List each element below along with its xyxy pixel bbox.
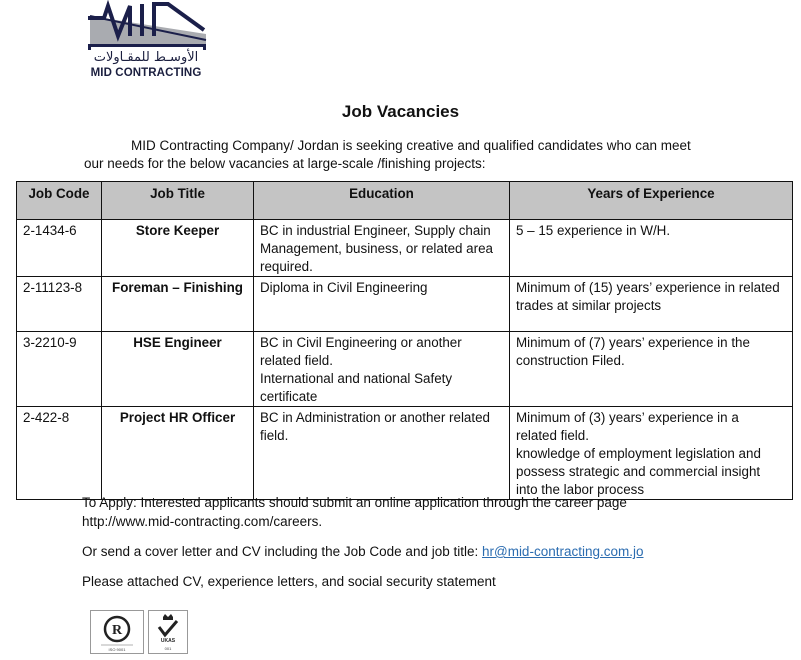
careers-url: http://www.mid-contracting.com/careers. bbox=[82, 514, 323, 529]
experience-line: related field. bbox=[516, 428, 589, 443]
column-header-experience: Years of Experience bbox=[510, 182, 793, 220]
svg-text:R: R bbox=[111, 623, 123, 638]
intro-line-1: MID Contracting Company/ Jordan is seeking creative and qualified candidates who can meet bbox=[131, 138, 691, 153]
job-code: 3-2210-9 bbox=[17, 332, 102, 407]
column-header-job-code: Job Code bbox=[17, 182, 102, 220]
logo-company-name: MID CONTRACTING bbox=[90, 67, 202, 79]
intro-line-2: our needs for the below vacancies at large-scale /finishing projects: bbox=[84, 156, 486, 171]
education-line: field. bbox=[260, 428, 289, 443]
email-instructions bbox=[82, 542, 782, 561]
hr-email-link[interactable]: hr@mid-contracting.com.jo bbox=[481, 544, 644, 559]
education-line: BC in Administration or another related bbox=[260, 410, 490, 425]
ukas-crown-check-icon bbox=[149, 611, 187, 653]
attachments-note: Please attached CV, experience letters, and social security statement bbox=[82, 574, 496, 589]
education-line: required. bbox=[260, 259, 313, 274]
experience-line: 5 – 15 experience in W/H. bbox=[516, 223, 671, 238]
table-row bbox=[17, 407, 793, 500]
table-row bbox=[17, 220, 793, 277]
job-code: 2-11123-8 bbox=[17, 277, 102, 332]
experience-line: trades at similar projects bbox=[516, 298, 662, 313]
svg-text:UKAS: UKAS bbox=[160, 638, 176, 644]
logo-arabic-name: الأوسـط للمقـاولات bbox=[93, 50, 199, 65]
job-title: Foreman – Finishing bbox=[102, 277, 254, 332]
experience-line: construction Filed. bbox=[516, 353, 625, 368]
apply-line: To Apply: Interested applicants should submit an online application through the career page bbox=[82, 495, 627, 510]
job-title: Store Keeper bbox=[102, 220, 254, 277]
job-code: 2-422-8 bbox=[17, 407, 102, 500]
experience-line: into the labor process bbox=[516, 482, 645, 497]
table-row bbox=[17, 277, 793, 332]
education bbox=[254, 332, 510, 407]
job-title: Project HR Officer bbox=[102, 407, 254, 500]
education bbox=[254, 407, 510, 500]
education-line: certificate bbox=[260, 389, 318, 404]
vacancies-table bbox=[16, 181, 793, 500]
iso-9001-badge bbox=[90, 610, 144, 654]
email-prefix: Or send a cover letter and CV including the Job Code and job title: bbox=[82, 544, 482, 559]
experience-line: possess strategic and commercial insight bbox=[516, 464, 761, 479]
education-line: related field. bbox=[260, 353, 333, 368]
education-line: BC in Civil Engineering or another bbox=[260, 335, 462, 350]
education-line: Diploma in Civil Engineering bbox=[260, 280, 428, 295]
table-header-row bbox=[17, 182, 793, 220]
ukas-badge bbox=[148, 610, 188, 654]
experience-line: Minimum of (7) years’ experience in the bbox=[516, 335, 750, 350]
experience bbox=[510, 407, 793, 500]
intro-paragraph bbox=[84, 137, 724, 173]
experience-line: Minimum of (15) years’ experience in related bbox=[516, 280, 780, 295]
experience bbox=[510, 220, 793, 277]
column-header-education: Education bbox=[254, 182, 510, 220]
education-line: Management, business, or related area bbox=[260, 241, 493, 256]
column-header-job-title: Job Title bbox=[102, 182, 254, 220]
svg-text:001: 001 bbox=[164, 646, 172, 651]
page-title: Job Vacancies bbox=[341, 102, 460, 121]
mid-logo-mark-icon bbox=[84, 0, 208, 52]
company-logo bbox=[84, 0, 208, 84]
certification-badges bbox=[90, 610, 198, 653]
education bbox=[254, 277, 510, 332]
apply-instructions bbox=[82, 493, 782, 531]
job-title: HSE Engineer bbox=[102, 332, 254, 407]
education bbox=[254, 220, 510, 277]
experience bbox=[510, 332, 793, 407]
registered-quality-icon bbox=[91, 611, 143, 653]
job-code: 2-1434-6 bbox=[17, 220, 102, 277]
education-line: BC in industrial Engineer, Supply chain bbox=[260, 223, 491, 238]
svg-text:ISO 9001: ISO 9001 bbox=[108, 647, 126, 652]
experience-line: Minimum of (3) years’ experience in a bbox=[516, 410, 739, 425]
education-line: International and national Safety bbox=[260, 371, 453, 386]
experience-line: knowledge of employment legislation and bbox=[516, 446, 761, 461]
table-row bbox=[17, 332, 793, 407]
experience bbox=[510, 277, 793, 332]
apply-section bbox=[82, 493, 782, 591]
